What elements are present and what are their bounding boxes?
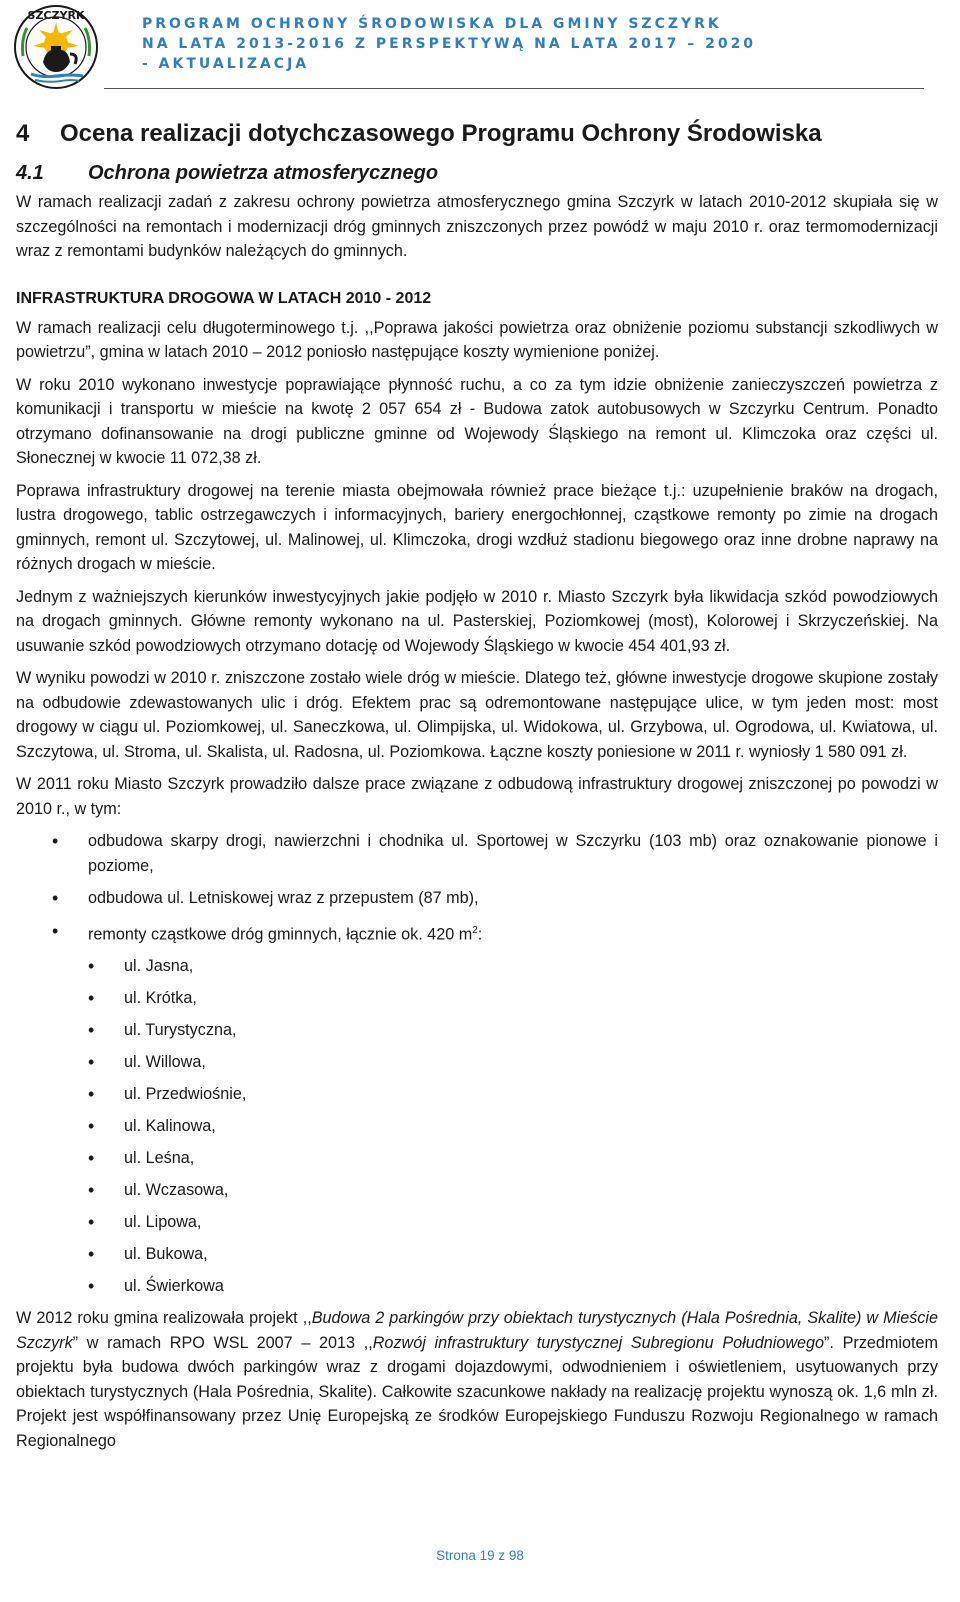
- chapter-title: Ocena realizacji dotychczasowego Programu Ochrony Środowiska: [60, 120, 822, 147]
- chapter-heading: [16, 112, 938, 156]
- intro-paragraph: W ramach realizacji zadań z zakresu ochrony powietrza atmosferycznego gmina Szczyrk w latach 2010-2012 skupiała się w szczególności na remontach i modernizacji dróg gminnych zniszczonych przez powódź w maju 2010 r. oraz termomodernizacji wraz z remontami budynków należących do gminnych.: [16, 193, 938, 260]
- subheading: INFRASTRUKTURA DROGOWA W LATACH 2010 - 2012: [16, 289, 432, 307]
- paragraph-5: W wyniku powodzi w 2010 r. zniszczone zostało wiele dróg w mieście. Dlatego też, główne inwestycje drogowe skupione zostały na odbudowie zdewastowanych ulic i dróg. Efektem prac są odremontowane następujące ulice, w tym jeden most: most drogowy w ciągu ul. Poziomkowej, ul. Saneczkowa, ul. Olimpijska, ul. Widokowa, ul. Grzybowa, ul. Ogrodowa, ul. Kwiatowa, ul. Szczytowa, ul. Stroma, ul. Skalista, ul. Radosna, ul. Poziomkowa. Łączne koszty poniesione w 2011 r. wyniosły 1 580 091 zł.: [16, 669, 938, 761]
- program-name: Rozwój infrastruktury turystycznej Subregionu Południowego: [372, 1333, 825, 1352]
- list-item-text: remonty cząstkowe dróg gminnych, łącznie ok. 420 m: [88, 924, 473, 943]
- paragraph-3: Poprawa infrastruktury drogowej na terenie miasta obejmowała również prace bieżące t.j.: uzupełnienie braków na drogach, lustra drogowego, tablic ostrzegawczych i informacyjnych, bariery energochłonnej, cząstkowe remonty po zimie na drogach gminnych, remont ul. Szczytowej, ul. Malinowej, ul. Klimczoka, drogi wzdłuż stadionu biegowego oraz inne drobne naprawy na różnych drogach w mieście.: [16, 481, 938, 573]
- list-item: • ul. Krótka,: [16, 986, 938, 1018]
- superscript: 2: [472, 924, 478, 936]
- document-body: [16, 112, 938, 1453]
- list-item: • ul. Bukowa,: [16, 1242, 938, 1274]
- works-list: [16, 829, 938, 946]
- streets-list: [16, 954, 938, 1306]
- section-heading: [16, 156, 938, 190]
- text-run: ”. Przedmiotem projektu była budowa dwóch parkingów wraz z drogami dojazdowymi, odwodnieniem i oświetleniem, usytuowanych przy obiektach turystycznych (Hala Pośrednia, Skalite). Całkowite szacunkowe nakłady na realizację projektu wynoszą ok. 1,6 mln zł. Projekt jest współfinansowany przez Unię Europejską ze środków Europejskiego Funduszu Rozwoju Regionalnego w ramach Regionalnego: [16, 1333, 938, 1450]
- paragraph-6: W 2011 roku Miasto Szczyrk prowadziło dalsze prace związane z odbudową infrastruktury drogowej zniszczonej po powodzi w 2010 r., w tym:: [16, 775, 938, 818]
- section-title: Ochrona powietrza atmosferycznego: [88, 162, 439, 184]
- szczyrk-logo: [13, 4, 99, 90]
- page-header: [0, 0, 960, 90]
- program-title-line-1: PROGRAM OCHRONY ŚRODOWISKA DLA GMINY SZCZYRK: [142, 16, 722, 32]
- header-divider: [104, 88, 924, 89]
- paragraph-last: [16, 1306, 938, 1453]
- list-item: [16, 919, 938, 947]
- logo-text: SZCZYRK: [27, 9, 85, 22]
- list-item: • ul. Leśna,: [16, 1146, 938, 1178]
- list-item: • ul. Kalinowa,: [16, 1114, 938, 1146]
- list-item: • ul. Jasna,: [16, 954, 938, 986]
- program-title-line-2: NA LATA 2013-2016 Z PERSPEKTYWĄ NA LATA 2017 – 2020: [142, 36, 757, 52]
- list-item-text-end: :: [477, 924, 483, 943]
- list-item: • ul. Willowa,: [16, 1050, 938, 1082]
- text-run: ” w ramach RPO WSL 2007 – 2013 ,,: [72, 1333, 373, 1352]
- paragraph-2: W roku 2010 wykonano inwestycje poprawiające płynność ruchu, a co za tym idzie obniżenie zanieczyszczeń powietrza z komunikacji i transportu w mieście na kwotę 2 057 654 zł - Budowa zatok autobusowych w Szczyrku Centrum. Ponadto otrzymano dofinansowanie na drogi publiczne gminne od Wojewody Śląskiego na remont ul. Klimczoka oraz części ul. Słonecznej w kwocie 11 072,38 zł.: [16, 375, 938, 467]
- list-item: • ul. Przedwiośnie,: [16, 1082, 938, 1114]
- chapter-number: 4: [16, 120, 30, 147]
- project-title: Budowa 2 parkingów przy obiektach turystycznych (Hala Pośrednia, Skalite) w Mieście Szczyrk: [16, 1309, 938, 1352]
- paragraph-4: Jednym z ważniejszych kierunków inwestycyjnych jakie podjęło w 2010 r. Miasto Szczyrk była likwidacja szkód powodziowych na drogach gminnych. Główne remonty wykonano na ul. Pasterskiej, Poziomkowej (most), Kolorowej i Skrzyczeńskiej. Na usuwanie szkód powodziowych otrzymano dotację od Wojewody Śląskiego w kwocie 454 401,93 zł.: [16, 587, 938, 655]
- section-number: 4.1: [16, 162, 44, 184]
- list-item: • ul. Turystyczna,: [16, 1018, 938, 1050]
- page-number: Strona 19 z 98: [436, 1548, 524, 1563]
- text-run: W 2012 roku gmina realizowała projekt ,,: [16, 1309, 312, 1328]
- list-item: • ul. Lipowa,: [16, 1210, 938, 1242]
- program-title-line-3: - AKTUALIZACJA: [142, 56, 310, 72]
- list-item: • ul. Świerkowa: [16, 1274, 938, 1306]
- program-title: [142, 14, 756, 74]
- list-item: • odbudowa skarpy drogi, nawierzchni i chodnika ul. Sportowej w Szczyrku (103 mb) oraz oznakowanie pionowe i poziome,: [16, 829, 938, 878]
- list-item: • odbudowa ul. Letniskowej wraz z przepustem (87 mb),: [16, 886, 938, 911]
- paragraph-1: W ramach realizacji celu długoterminowego t.j. ,,Poprawa jakości powietrza oraz obniżenie poziomu substancji szkodliwych w powietrzu”, gmina w latach 2010 – 2012 poniosło następujące koszty wymienione poniżej.: [16, 318, 938, 361]
- list-item: • ul. Wczasowa,: [16, 1178, 938, 1210]
